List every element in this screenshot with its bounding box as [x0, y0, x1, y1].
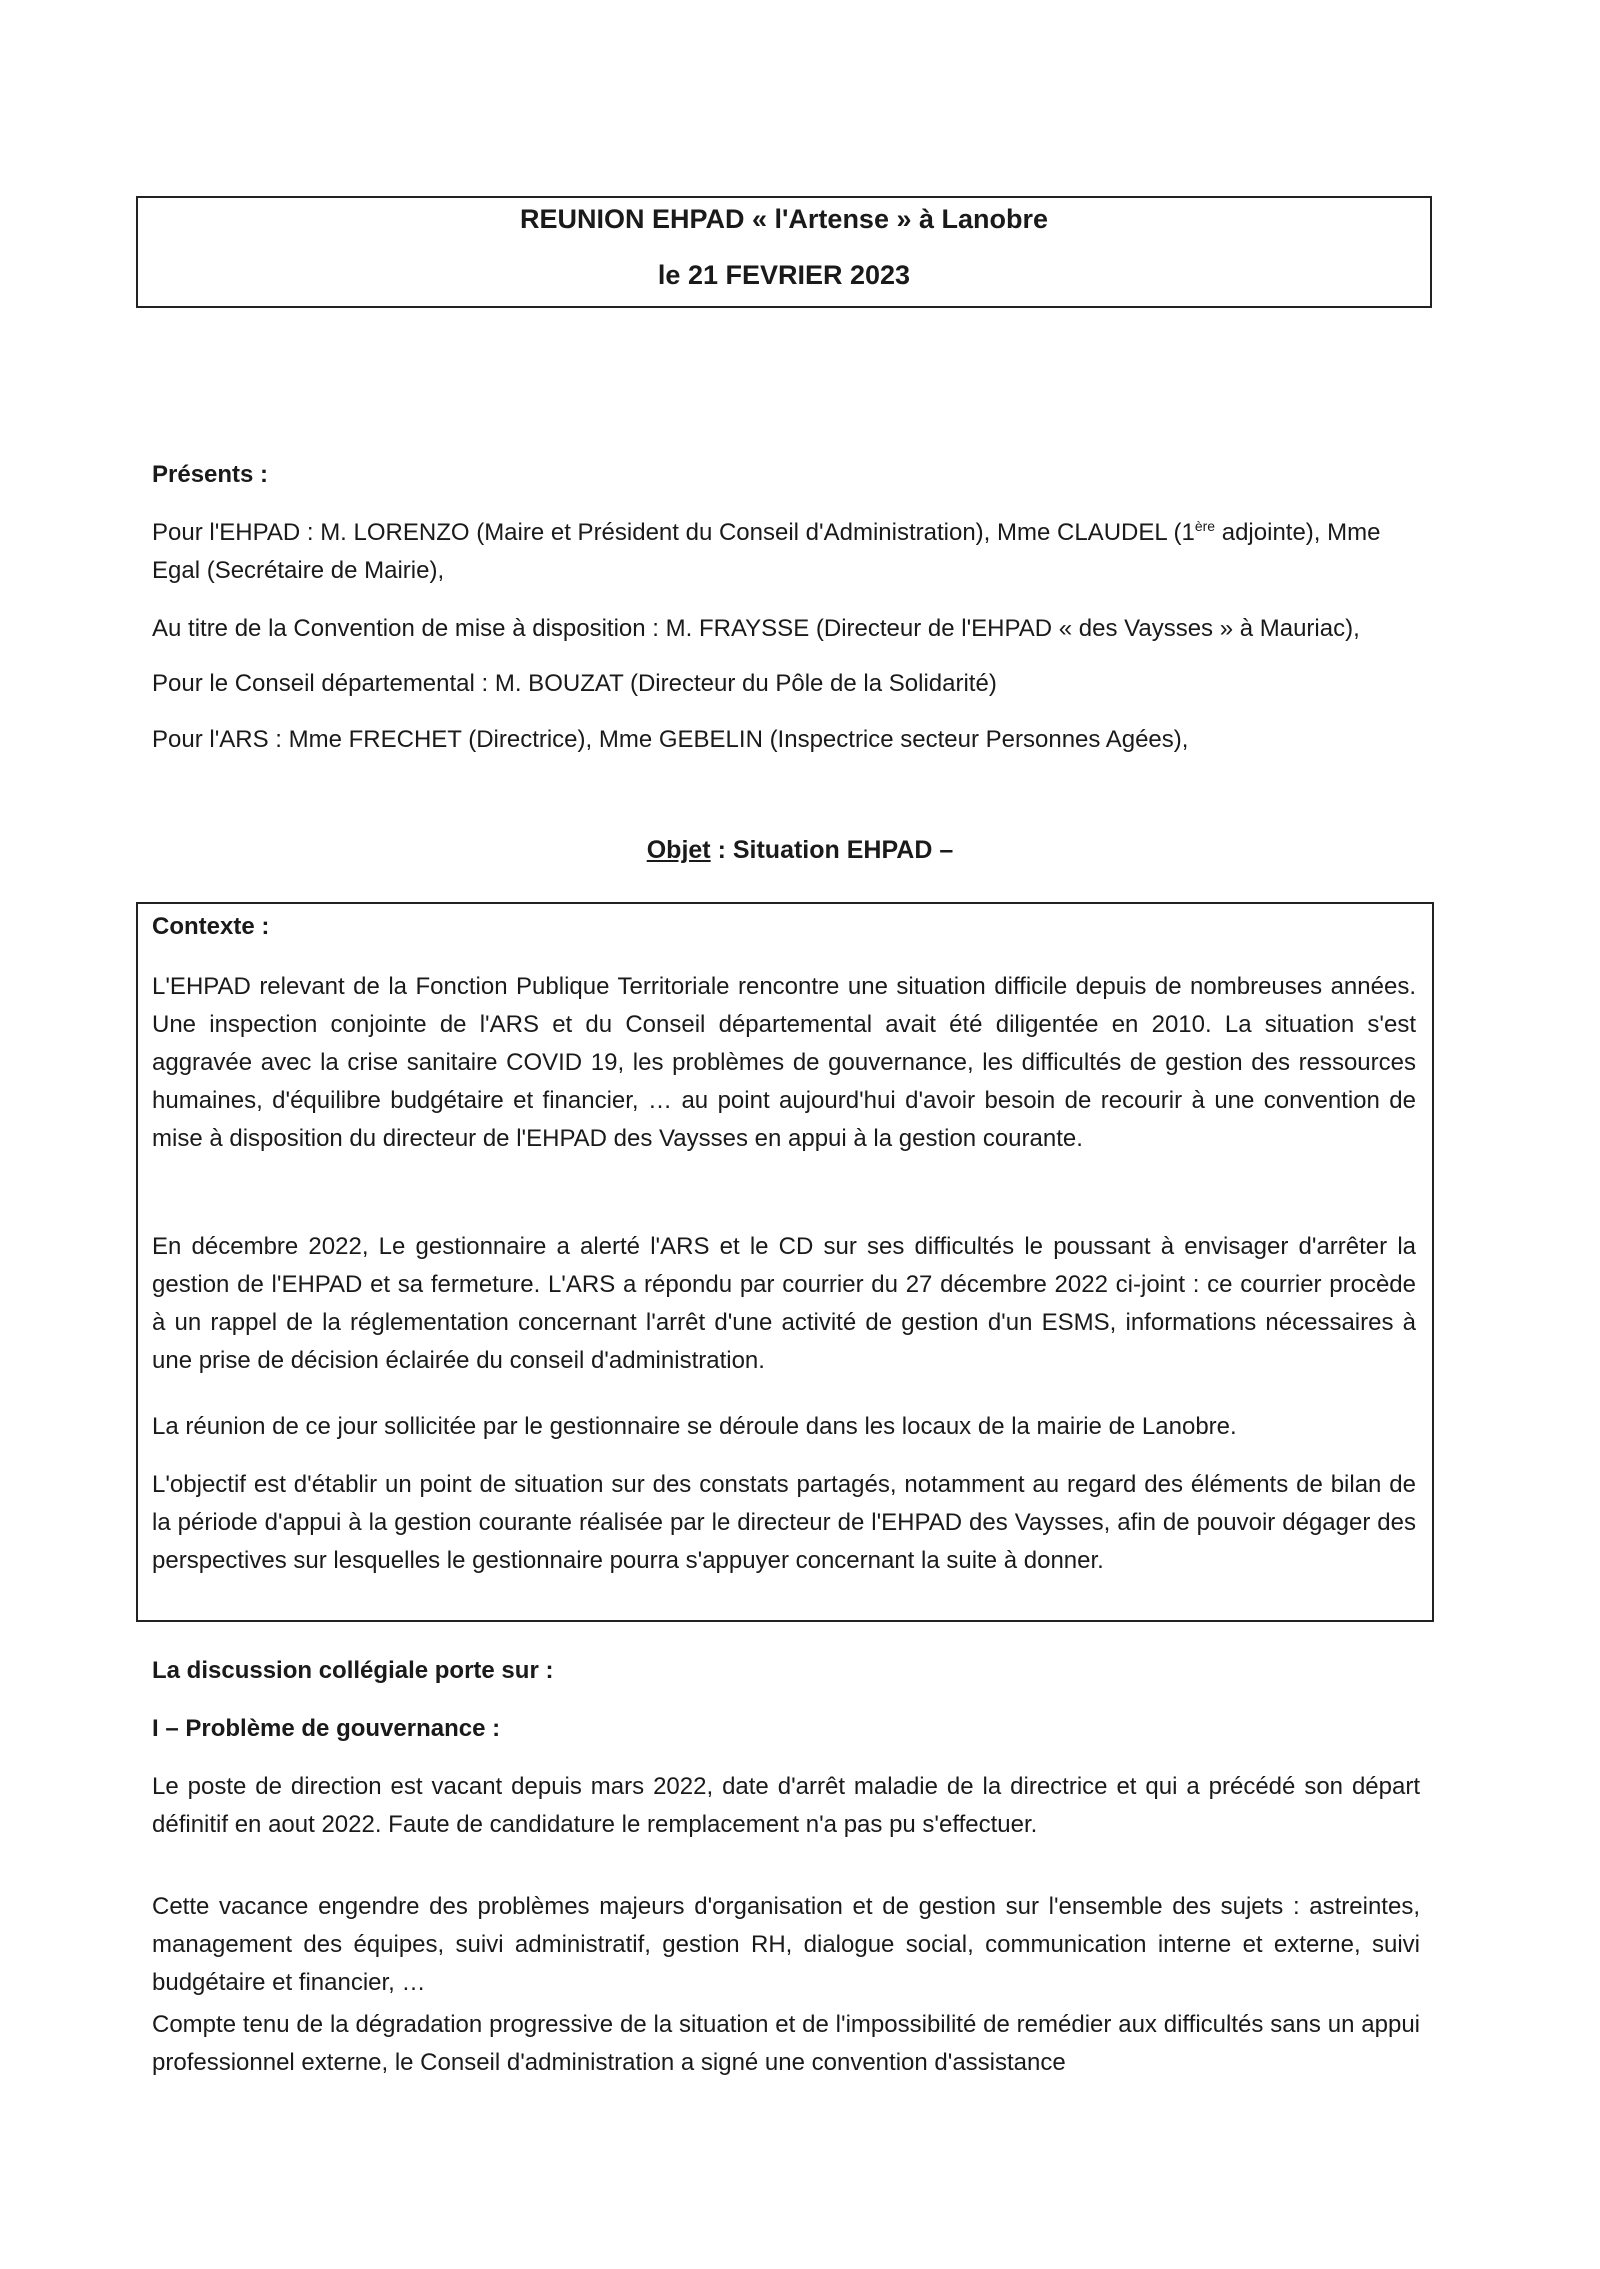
presents-ehpad-a: Pour l'EHPAD : M. LORENZO (Maire et Président du Conseil d'Administration), Mme CLAUDEL (1: [152, 519, 1195, 546]
objet-label: Objet: [646, 836, 711, 864]
presents-ars: Pour l'ARS : Mme FRECHET (Directrice), Mme GEBELIN (Inspectrice secteur Personnes Agées),: [152, 726, 1189, 753]
presents-conseil: Pour le Conseil départemental : M. BOUZAT (Directeur du Pôle de la Solidarité): [152, 670, 997, 697]
discussion-heading: La discussion collégiale porte sur :: [152, 1657, 554, 1684]
presents-ehpad: [152, 514, 1420, 590]
objet-text: : Situation EHPAD –: [710, 836, 954, 864]
contexte-paragraph-3: La réunion de ce jour sollicitée par le gestionnaire se déroule dans les locaux de la mairie de Lanobre.: [152, 1413, 1237, 1440]
gouvernance-paragraph-1: Le poste de direction est vacant depuis mars 2022, date d'arrêt maladie de la directrice et qui a précédé son départ définitif en aout 2022. Faute de candidature le remplacement n'a pas pu s'effectuer.: [152, 1773, 1420, 1838]
presents-ehpad-sup: ère: [1194, 518, 1216, 534]
section-heading-gouvernance: I – Problème de gouvernance :: [152, 1715, 501, 1742]
gouvernance-paragraph-2: Cette vacance engendre des problèmes majeurs d'organisation et de gestion sur l'ensemble des sujets : astreintes, management des équipes, suivi administratif, gestion RH, dialogue social, communication interne et externe, suivi budgétaire et financier, …: [152, 1893, 1420, 1996]
contexte-heading: Contexte :: [152, 913, 270, 940]
meeting-date: le 21 FEVRIER 2023: [657, 260, 911, 290]
contexte-paragraph-4: L'objectif est d'établir un point de situation sur des constats partagés, notamment au regard des éléments de bilan de la période d'appui à la gestion courante réalisée par le directeur de l'EHPAD des Vaysses, afin de pouvoir dégager des perspectives sur lesquelles le gestionnaire pourra s'appuyer concernant la suite à donner.: [152, 1471, 1416, 1574]
meeting-title: REUNION EHPAD « l'Artense » à Lanobre: [519, 204, 1049, 234]
contexte-paragraph-2: En décembre 2022, Le gestionnaire a alerté l'ARS et le CD sur ses difficultés le poussant à envisager d'arrêter la gestion de l'EHPAD et sa fermeture. L'ARS a répondu par courrier du 27 décembre 2022 ci-joint : ce courrier procède à un rappel de la réglementation concernant l'arrêt d'une activité de gestion d'un ESMS, informations nécessaires à une prise de décision éclairée du conseil d'administration.: [152, 1233, 1416, 1374]
title-box: [136, 196, 1432, 308]
gouvernance-paragraph-3: Compte tenu de la dégradation progressive de la situation et de l'impossibilité de remédier aux difficultés sans un appui professionnel externe, le Conseil d'administration a signé une convention d'assistance: [152, 2011, 1420, 2076]
contexte-paragraph-1: L'EHPAD relevant de la Fonction Publique Territoriale rencontre une situation difficile depuis de nombreuses années. Une inspection conjointe de l'ARS et du Conseil départemental avait été diligentée en 2010. La situation s'est aggravée avec la crise sanitaire COVID 19, les problèmes de gouvernance, les difficultés de gestion des ressources humaines, d'équilibre budgétaire et financier, … au point aujourd'hui d'avoir besoin de recourir à une convention de mise à disposition du directeur de l'EHPAD des Vaysses en appui à la gestion courante.: [152, 973, 1416, 1152]
presents-convention: Au titre de la Convention de mise à disposition : M. FRAYSSE (Directeur de l'EHPAD « des Vaysses » à Mauriac),: [152, 615, 1360, 642]
presents-ehpad-b: adjointe), Mme Egal (Secrétaire de Mairie),: [152, 519, 1381, 584]
objet-line: [0, 836, 1600, 865]
contexte-box: [136, 902, 1434, 1622]
presents-heading: Présents :: [152, 461, 269, 488]
